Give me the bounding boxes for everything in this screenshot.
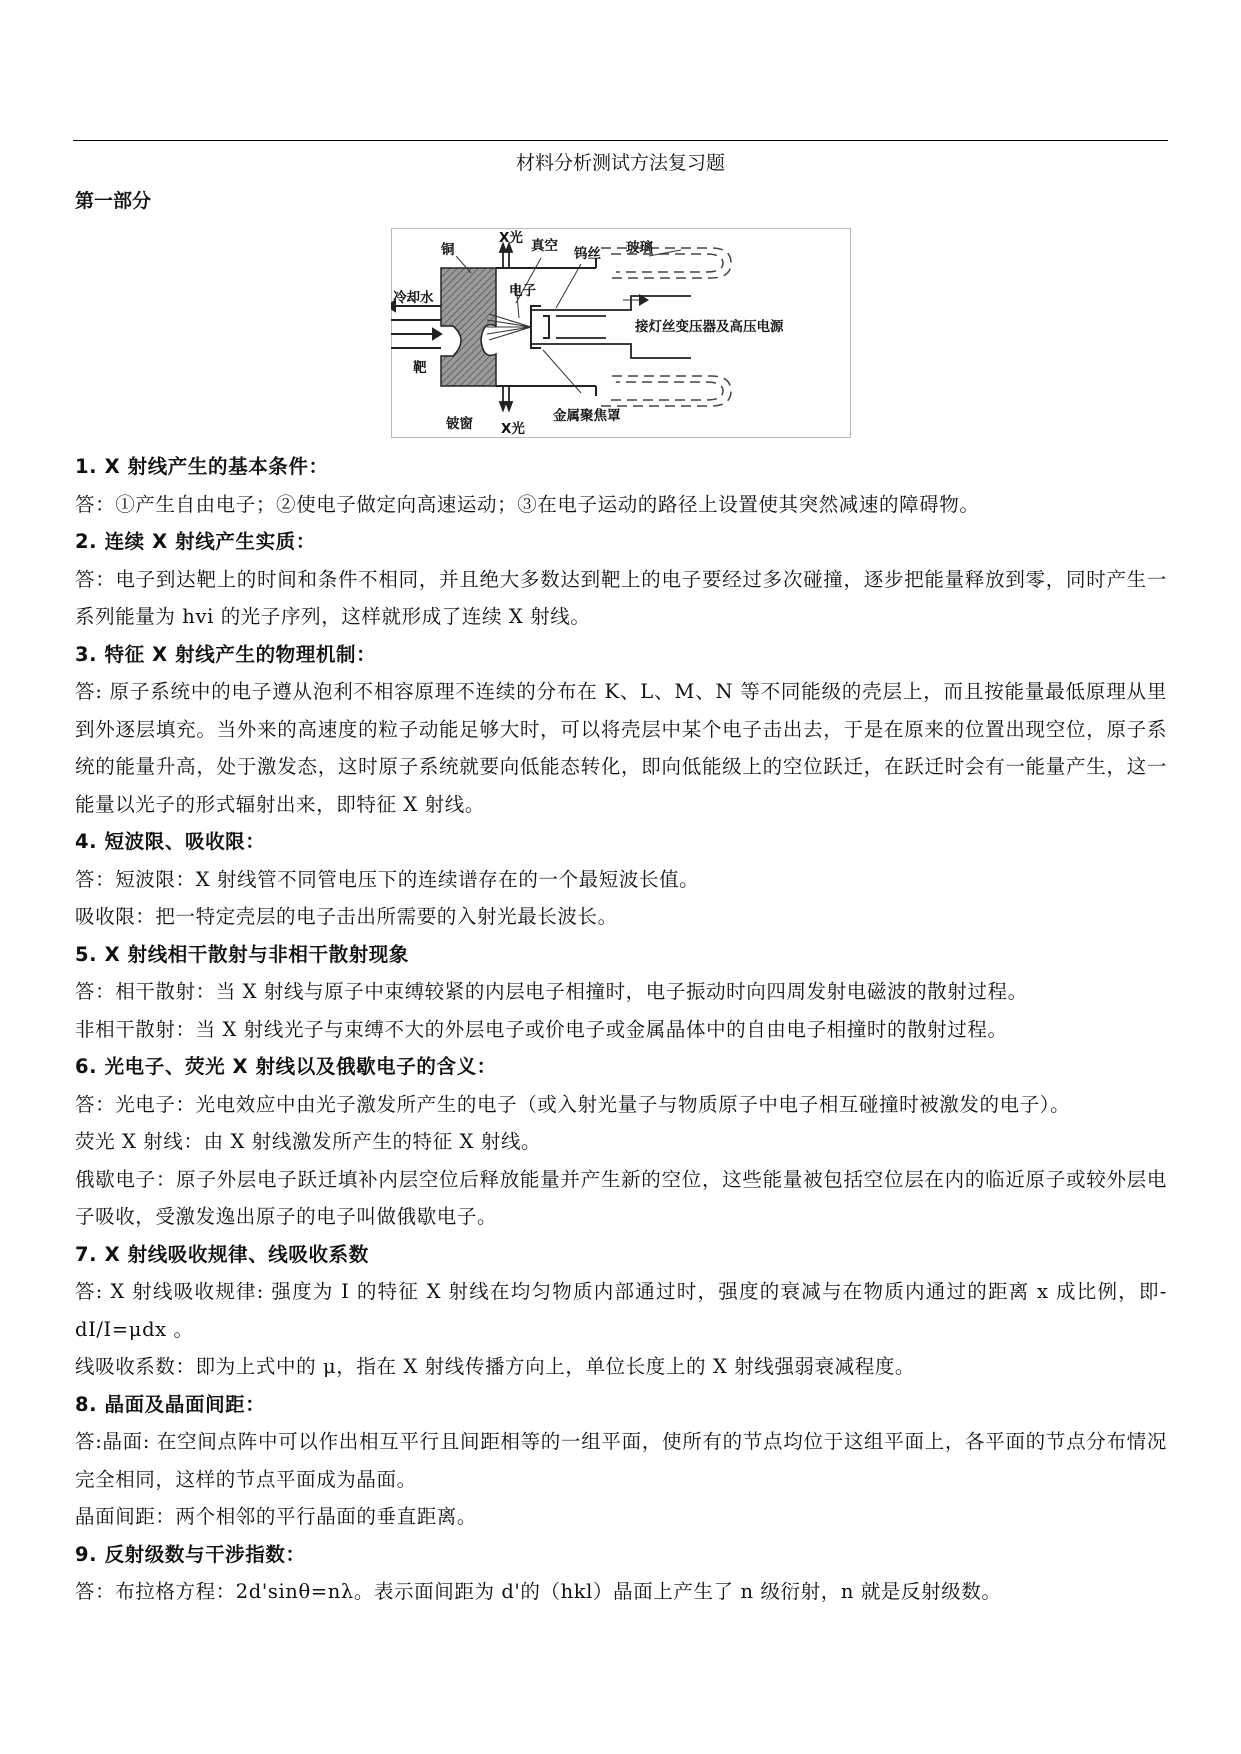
- question-6: 6. 光电子、荧光 X 射线以及俄歇电子的含义：: [75, 1055, 497, 1078]
- question-3: 3. 特征 X 射线产生的物理机制：: [75, 642, 377, 666]
- question-9: 9. 反射级数与干涉指数：: [75, 1542, 306, 1566]
- document-title: 材料分析测试方法复习题: [515, 152, 725, 174]
- label-glass: 玻璃: [626, 240, 653, 256]
- qa-content: [75, 448, 1167, 1611]
- answer-8-crystal-plane: 答:晶面: 在空间点阵中可以作出相互平行且间距相等的一组平面，使所有的节点均位于这组平面上，各平面的节点分布情况完全相同，这样的节点平面成为晶面。: [75, 1430, 1167, 1491]
- answer-2: 答：电子到达靶上的时间和条件不相同，并且绝大多数达到靶上的电子要经过多次碰撞，逐步把能量释放到零，同时产生一系列能量为 hvi 的光子序列，这样就形成了连续 X 射线。: [75, 567, 1167, 628]
- answer-6-photoelectron: 答：光电子：光电效应中由光子激发所产生的电子（或入射光量子与物质原子中电子相互碰撞时被激发的电子）。: [75, 1092, 1071, 1116]
- label-focus-cup: 金属聚焦罩: [553, 408, 621, 424]
- answer-7-linear-coefficient: 线吸收系数：即为上式中的 μ，指在 X 射线传播方向上，单位长度上的 X 射线强弱衰减程度。: [75, 1355, 916, 1378]
- answer-7-absorption-law: 答: X 射线吸收规律: 强度为 I 的特征 X 射线在均匀物质内部通过时，强度的衰减与在物质内通过的距离 x 成比例，即-dI/I=μdx 。: [75, 1280, 1167, 1341]
- answer-4-absorption-limit: 吸收限：把一特定壳层的电子击出所需要的入射光最长波长。: [75, 905, 618, 928]
- answer-5-incoherent: 非相干散射：当 X 射线光子与束缚不大的外层电子或价电子或金属晶体中的自由电子相撞时的散射过程。: [75, 1017, 1008, 1041]
- header-rule: [73, 140, 1168, 141]
- answer-6-fluorescent-xray: 荧光 X 射线：由 X 射线激发所产生的特征 X 射线。: [75, 1130, 542, 1153]
- label-copper: 铜: [441, 242, 455, 258]
- xray-tube-diagram: [391, 228, 851, 438]
- question-5: 5. X 射线相干散射与非相干散射现象: [75, 942, 409, 966]
- answer-1: 答：①产生自由电子；②使电子做定向高速运动；③在电子运动的路径上设置使其突然减速的障碍物。: [75, 492, 980, 516]
- question-1: 1. X 射线产生的基本条件：: [75, 455, 329, 478]
- label-xray-bottom: X光: [501, 421, 525, 437]
- label-cooling-water: 冷却水: [393, 290, 434, 306]
- answer-3: 答: 原子系统中的电子遵从泡利不相容原理不连续的分布在 K、L、M、N 等不同能级的壳层上，而且按能量最低原理从里到外逐层填充。当外来的高速度的粒子动能足够大时，可以将壳层中某个电子击出去，于是在原来的位置出现空位，原子系统的能量升高，处于激发态，这时原子系统就要向低能态转化，即向低能级上的空位跃迁，在跃迁时会有一能量产生，这一能量以光子的形式辐射出来，即特征 X 射线。: [75, 680, 1167, 816]
- label-vacuum: 真空: [531, 238, 558, 254]
- cooling-pipes: [391, 301, 441, 348]
- answer-8-plane-spacing: 晶面间距：两个相邻的平行晶面的垂直距离。: [75, 1505, 478, 1528]
- question-7: 7. X 射线吸收规律、线吸收系数: [75, 1242, 369, 1266]
- answer-6-auger-electron: 俄歇电子：原子外层电子跃迁填补内层空位后释放能量并产生新的空位，这些能量被包括空位层在内的临近原子或较外层电子吸收，受激发逸出原子的电子叫做俄歇电子。: [75, 1167, 1167, 1228]
- answer-9: 答：布拉格方程：2d'sinθ=nλ。表示面间距为 d'的（hkl）晶面上产生了 n 级衍射，n 就是反射级数。: [75, 1580, 1002, 1603]
- label-electron: 电子: [509, 283, 536, 299]
- label-supply: 接灯丝变压器及高压电源: [635, 319, 784, 335]
- answer-5-coherent: 答：相干散射：当 X 射线与原子中束缚较紧的内层电子相撞时，电子振动时向四周发射电磁波的散射过程。: [75, 980, 1028, 1003]
- answer-4-short-wave-limit: 答：短波限：X 射线管不同管电压下的连续谱存在的一个最短波长值。: [75, 867, 700, 891]
- label-beryllium-window: 铍窗: [446, 416, 473, 432]
- xray-tube-svg: [391, 228, 851, 438]
- focus-cup-shape: [531, 306, 549, 348]
- label-target: 靶: [413, 360, 427, 376]
- label-tungsten: 钨丝: [574, 246, 601, 262]
- question-4: 4. 短波限、吸收限：: [75, 830, 266, 853]
- part-heading: 第一部分: [75, 190, 152, 212]
- label-xray-top: X光: [499, 230, 523, 246]
- question-2: 2. 连续 X 射线产生实质：: [75, 530, 316, 553]
- question-8: 8. 晶面及晶面间距：: [75, 1392, 266, 1416]
